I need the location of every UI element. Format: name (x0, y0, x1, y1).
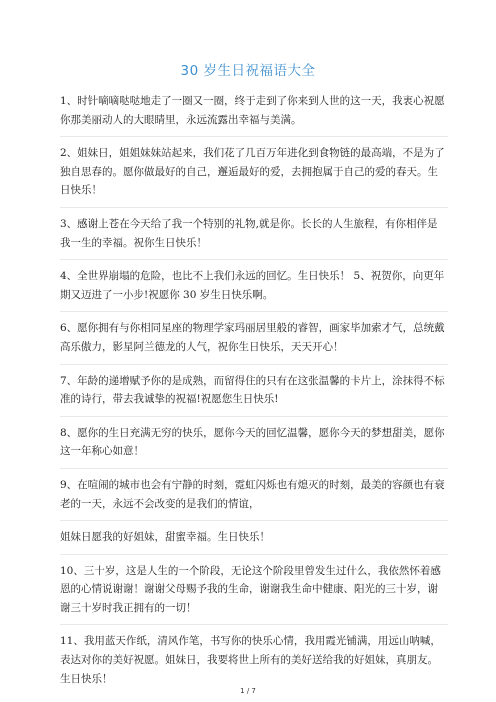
paragraph-9-continued: 姐妹日愿我的好姐妹，甜蜜幸福。生日快乐！ (60, 528, 448, 555)
document-body (60, 92, 448, 702)
paragraph-1: 1、时针嘀嘀哒哒地走了一圈又一圈，终于走到了你来到人世的这一天，我衷心祝愿你那美丽动人的大眼睛里，永远流露出幸福与美满。 (60, 92, 448, 137)
paragraph-11: 11、我用蓝天作纸，清风作笔，书写你的快乐心情，我用霞光铺满，用远山呐喊，表达对你的美好祝愿。姐妹日，我要将世上所有的美好送给我的好姐妹，真朋友。生日快乐！ (60, 635, 441, 685)
paragraph-8: 8、愿你的生日充满无穷的快乐，愿你今天的回忆温馨，愿你今天的梦想甜美，愿你这一年称心如意！ (60, 424, 448, 469)
paragraph-7: 7、年龄的递增赋予你的是成熟，而留得住的只有在这张温馨的卡片上，涂抹得不标准的诗行，带去我诚挚的祝福!祝愿您生日快乐! (60, 372, 448, 417)
paragraph-9: 9、在喧闹的城市也会有宁静的时刻，霓虹闪烁也有熄灭的时刻，最美的容颜也有衰老的一天，永远不会改变的是我们的情谊， (60, 476, 448, 521)
paragraph-10: 10、三十岁，这是人生的一个阶段，无论这个阶段里曾发生过什么，我依然怀着感恩的心情说谢谢！谢谢父母赐予我的生命，谢谢我生命中健康、阳光的三十岁，谢谢三十岁时我正拥有的一切！ (60, 562, 448, 626)
page-number: 1 / 7 (240, 687, 256, 695)
page-title: 30 岁生日祝福语大全 (180, 63, 316, 79)
paragraph-2: 2、姐妹日，姐姐妹妹站起来，我们花了几百万年进化到食物链的最高端，不是为了独自思春的。愿你做最好的自己，邂逅最好的爱，去拥抱属于自己的爱的春天。生日快乐！ (60, 144, 448, 208)
paragraph-3: 3、感谢上苍在今天给了我一个特别的礼物,就是你。长长的人生旅程，有你相伴是我一生的幸福。祝你生日快乐！ (60, 215, 448, 260)
paragraph-4: 4、全世界崩塌的危险，也比不上我们永远的回忆。生日快乐！ 5、祝贺你，向更年期又迈进了一小步!祝愿你 30 岁生日快乐啊。 (60, 267, 448, 312)
paragraph-6: 6、愿你拥有与你相同星座的物理学家玛丽居里般的睿智，画家毕加索才气，总统戴高乐傲力，影星阿兰德龙的人气，祝你生日快乐，天天开心！ (60, 319, 448, 364)
